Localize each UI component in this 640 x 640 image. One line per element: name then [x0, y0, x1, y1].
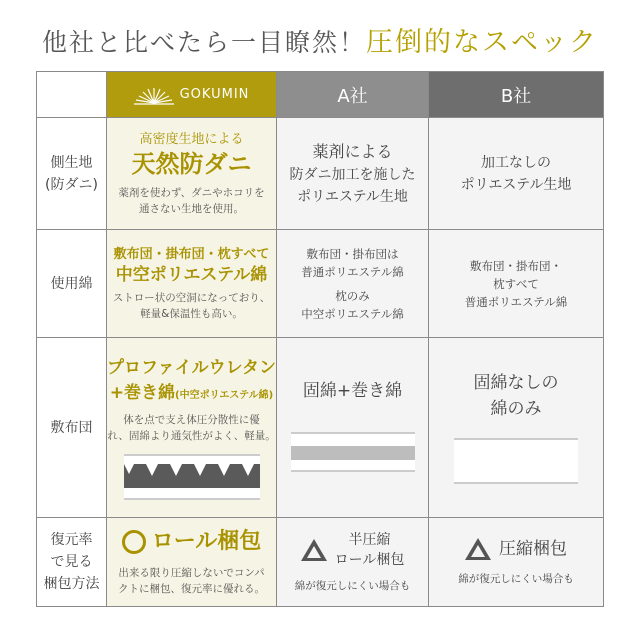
- gokumin-note-line: 薬剤を使わず、ダニやホコリを: [118, 186, 265, 199]
- row-label-line: (防ダニ): [45, 176, 98, 193]
- company-a-cell: [277, 518, 429, 607]
- gokumin-main2: +巻き綿: [109, 382, 175, 403]
- gokumin-note-line: 出来る限り圧縮しないでコンパ: [118, 567, 265, 579]
- gokumin-main: プロファイルウレタン: [107, 357, 276, 378]
- company-a-line: 枕のみ: [335, 288, 370, 303]
- gokumin-main: 天然防ダニ: [131, 149, 252, 178]
- company-a-cell: [277, 118, 429, 230]
- comparison-table: [36, 71, 604, 607]
- gokumin-note-line: ストロー状の空洞になっており、: [112, 291, 271, 304]
- company-a-cell: [277, 230, 429, 338]
- gokumin-cell: [107, 518, 277, 607]
- row-label-line: 使用綿: [50, 275, 93, 292]
- company-a-line: 固綿+巻き綿: [302, 381, 403, 401]
- company-a-main: [335, 530, 405, 570]
- company-a-cell: [277, 338, 429, 518]
- gokumin-main: ロール梱包: [151, 529, 262, 554]
- row-label-line: 敷布団: [50, 419, 93, 436]
- gokumin-sub: 高密度生地による: [139, 131, 244, 147]
- company-b-cell: [429, 118, 604, 230]
- sunburst-icon: [134, 85, 174, 105]
- title-accent: 圧倒的なスペック: [366, 27, 598, 58]
- company-b-main: 圧縮梱包: [499, 539, 567, 559]
- company-a-line: 中空ポリエステル綿: [301, 306, 404, 321]
- row-label-line: 復元率: [50, 532, 93, 548]
- gokumin-cell: [107, 230, 277, 338]
- company-b-cell: [429, 338, 604, 518]
- triangle-icon: [465, 538, 491, 560]
- company-b-line: 枕すべて: [493, 276, 539, 291]
- row-label-line: 側生地: [50, 154, 93, 171]
- row-label: [36, 118, 107, 230]
- company-a-line: 敷布団・掛布団は: [306, 246, 399, 261]
- header-empty-cell: [36, 71, 107, 118]
- gokumin-note-line: クトに梱包、復元率に優れる。: [118, 583, 265, 595]
- gokumin-note-line: 軽量&保温性も高い。: [140, 307, 243, 320]
- company-b-line: ポリエステル生地: [460, 176, 572, 193]
- company-a-line: ロール梱包: [334, 552, 405, 568]
- row-label: [36, 230, 107, 338]
- company-a-mark-row: [301, 530, 405, 570]
- row-label-line: 梱包方法: [43, 576, 100, 592]
- gokumin-main-line2: [110, 381, 274, 408]
- header-company-b: B社: [429, 71, 604, 118]
- row-label: [36, 338, 107, 518]
- company-a-line: 薬剤による: [312, 141, 393, 161]
- gokumin-note-line: れ、固綿より通気性がよく、軽量。: [107, 429, 276, 442]
- company-b-mark-row: [465, 537, 567, 561]
- gokumin-note-line: 通さない生地を使用。: [139, 202, 244, 215]
- profile-urethane-illustration: [124, 454, 260, 500]
- header-brand-cell: [107, 71, 277, 118]
- page-title: [0, 20, 640, 59]
- company-b-line: 普通ポリエステル綿: [464, 294, 568, 309]
- gokumin-cell: [107, 338, 277, 518]
- hard-cotton-wrap-illustration: [291, 432, 415, 472]
- gokumin-main: 中空ポリエステル綿: [115, 264, 268, 285]
- company-b-line: 敷布団・掛布団・: [470, 258, 562, 273]
- company-b-line: 綿のみ: [490, 399, 542, 419]
- company-a-line: 防ダニ加工を施した: [289, 166, 416, 183]
- company-b-cell: [429, 518, 604, 607]
- table-row: [36, 338, 604, 518]
- gokumin-paren: (中空ポリエステル綿): [175, 389, 274, 401]
- company-b-line: 加工なしの: [481, 154, 551, 171]
- row-label: [36, 518, 107, 607]
- brand-name: GOKUMIN: [179, 87, 250, 102]
- circle-icon: [122, 530, 146, 554]
- title-lead: 他社と比べたら一目瞭然！: [41, 28, 366, 57]
- gokumin-cell: [107, 118, 277, 230]
- row-label-line: で見る: [50, 554, 93, 570]
- table-header-row: [36, 71, 604, 118]
- gokumin-sub: 敷布団・掛布団・枕すべて: [113, 246, 270, 262]
- cotton-only-illustration: [454, 438, 578, 484]
- company-b-line: 固綿なしの: [473, 373, 559, 393]
- table-row: [36, 230, 604, 338]
- company-a-line: 半圧縮: [348, 532, 391, 548]
- triangle-icon: [301, 539, 327, 561]
- table-row: [36, 518, 604, 607]
- header-company-a: A社: [277, 71, 429, 118]
- company-a-line: 普通ポリエステル綿: [301, 264, 404, 279]
- company-a-line: ポリエステル生地: [297, 188, 408, 205]
- gokumin-note-line: 体を点で支え体圧分散性に優: [123, 413, 260, 426]
- company-b-cell: [429, 230, 604, 338]
- gokumin-mark-row: [122, 527, 262, 557]
- company-a-note: 綿が復元しにくい場合も: [294, 580, 411, 592]
- company-b-note: 綿が復元しにくい場合も: [458, 573, 574, 585]
- table-row: [36, 118, 604, 230]
